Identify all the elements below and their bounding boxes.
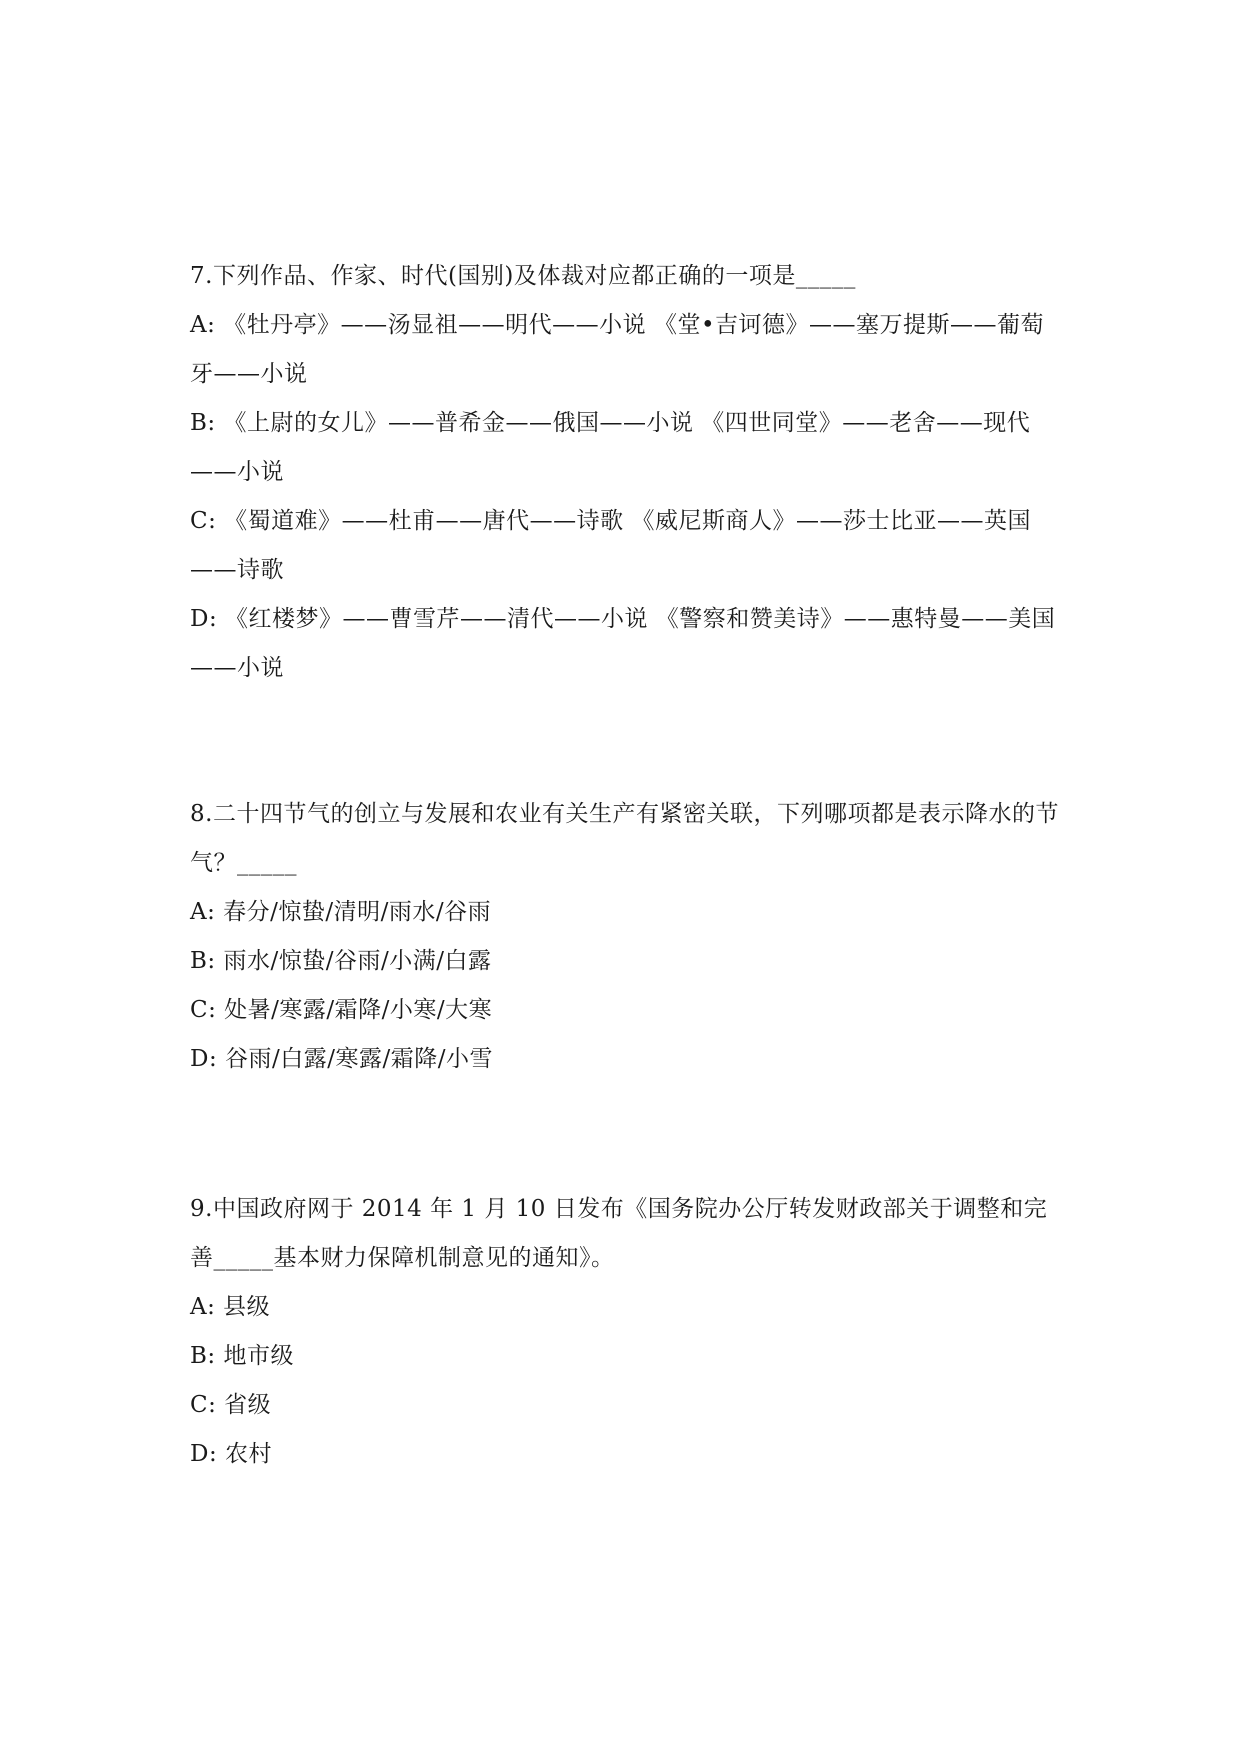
option-d: D: 农村 [190,1441,273,1467]
question-8 [190,790,1060,1084]
question-stem: 8.二十四节气的创立与发展和农业有关生产有紧密关联，下列哪项都是表示降水的节气？_____ [190,801,1059,876]
option-c: C: 《蜀道难》——杜甫——唐代——诗歌 《威尼斯商人》——莎士比亚——英国——诗歌 [190,508,1031,583]
option-d: D: 《红楼梦》——曹雪芹——清代——小说 《警察和赞美诗》——惠特曼——美国——小说 [190,606,1056,681]
question-7 [190,252,1060,693]
option-b: B: 《上尉的女儿》——普希金——俄国——小说 《四世同堂》——老舍——现代——小说 [190,410,1031,485]
option-d: D: 谷雨/白露/寒露/霜降/小雪 [190,1046,493,1072]
option-b: B: 地市级 [190,1343,294,1369]
option-b: B: 雨水/惊蛰/谷雨/小满/白露 [190,948,492,974]
question-stem: 7.下列作品、作家、时代(国别)及体裁对应都正确的一项是_____ [190,263,856,289]
option-a: A: 《牡丹亭》——汤显祖——明代——小说 《堂•吉诃德》——塞万提斯——葡萄牙——小说 [190,312,1045,387]
option-a: A: 县级 [190,1294,271,1320]
option-a: A: 春分/惊蛰/清明/雨水/谷雨 [190,899,492,925]
option-c: C: 处暑/寒露/霜降/小寒/大寒 [190,997,493,1023]
question-9 [190,1185,1060,1479]
question-stem: 9.中国政府网于 2014 年 1 月 10 日发布《国务院办公厅转发财政部关于调整和完善_____基本财力保障机制意见的通知》。 [190,1196,1048,1271]
option-c: C: 省级 [190,1392,272,1418]
